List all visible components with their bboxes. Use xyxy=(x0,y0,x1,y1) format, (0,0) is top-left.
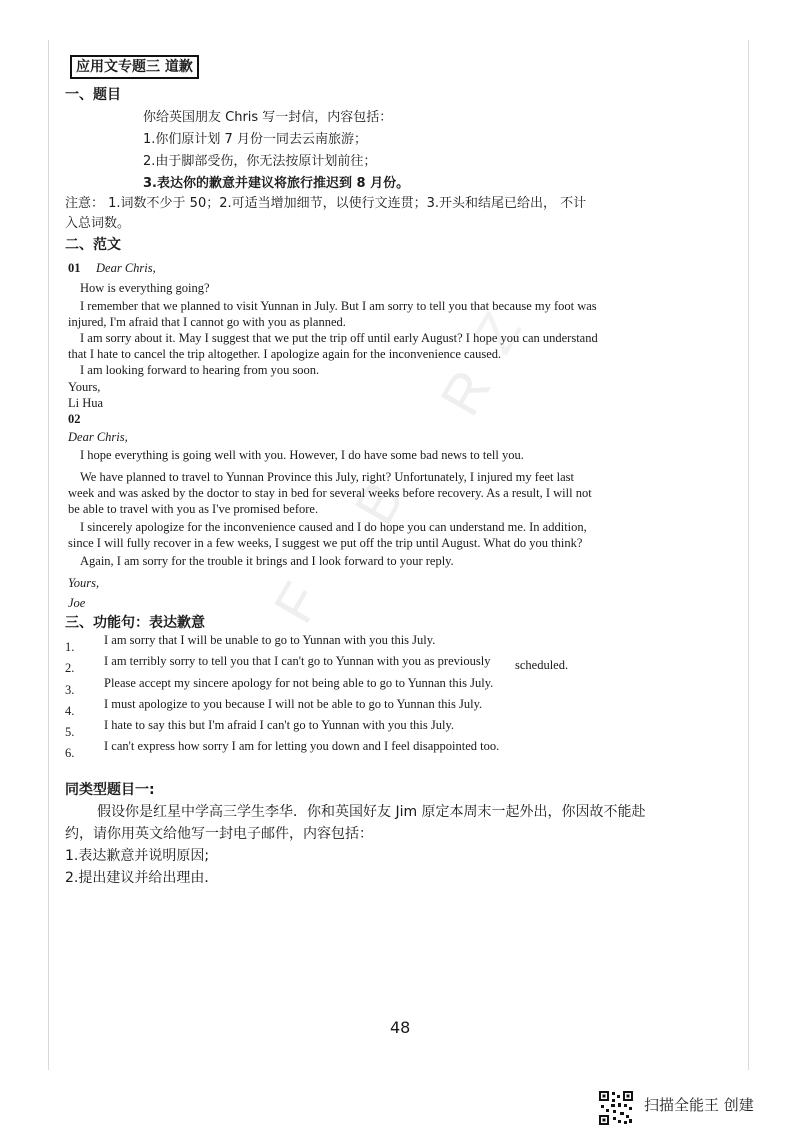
watermark-letter: B xyxy=(342,470,416,535)
page-number: 48 xyxy=(390,1018,411,1037)
sentence-text: I am terribly sorry to tell you that I can't go to Yunnan with you as previously xyxy=(104,654,491,668)
document-title: 应用文专题三 道歉 xyxy=(70,55,199,79)
sample-line: injured, I'm afraid that I cannot go with you as planned. xyxy=(68,315,346,329)
sentence-number: 6. xyxy=(65,746,75,760)
sentence-text-tail: scheduled. xyxy=(515,658,569,672)
sample-line: I am looking forward to hearing from you soon. xyxy=(80,363,320,377)
sentence-number: 3. xyxy=(65,683,75,697)
page-edge-right xyxy=(748,40,749,1070)
sample-line: Again, I am sorry for the trouble it brings and I look forward to your reply. xyxy=(80,554,454,568)
sample-number: 02 xyxy=(68,412,81,426)
similar-task-paragraph: 假设你是红星中学高三学生李华．你和英国好友 Jim 原定本周末一起外出，你因故不能赴 xyxy=(97,804,646,820)
similar-task-paragraph: 约，请你用英文给他写一封电子邮件，内容包括： xyxy=(65,826,373,842)
sentence-text: Please accept my sincere apology for not being able to go to Yunnan this July. xyxy=(104,676,494,690)
topic-point: 2.由于脚部受伤，你无法按原计划前往； xyxy=(143,154,377,169)
sample-greeting: Dear Chris, xyxy=(68,430,128,444)
sample-closing: Yours, xyxy=(68,576,100,590)
topic-note: 注意： 1.词数不少于 50；2.可适当增加细节，以使行文连贯；3.开头和结尾已给出， 不计 xyxy=(65,196,587,211)
sample-line: that I hate to cancel the trip altogether. I apologize again for the inconvenience caused. xyxy=(68,347,502,361)
watermark-letter: Z xyxy=(461,301,533,364)
similar-task-point: 2.提出建议并给出理由． xyxy=(65,870,219,886)
sentence-text: I am sorry that I will be unable to go to Yunnan with you this July. xyxy=(104,633,436,647)
topic-point: 1.你们原计划 7 月份一同去云南旅游； xyxy=(143,132,367,147)
sentence-number: 4. xyxy=(65,704,75,718)
sample-line: I sincerely apologize for the inconvenience caused and I do hope you can understand me. In addition, xyxy=(80,520,587,534)
topic-intro: 你给英国朋友 Chris 写一封信，内容包括： xyxy=(143,110,393,125)
sample-line: I hope everything is going well with you. However, I do have some bad news to tell you. xyxy=(80,448,524,462)
sentence-number: 2. xyxy=(65,661,75,675)
topic-point: 3.表达你的歉意并建议将旅行推迟到 8 月份。 xyxy=(143,176,410,191)
sentence-text: I hate to say this but I'm afraid I can't go to Yunnan with you this July. xyxy=(104,718,455,732)
sample-line: since I will fully recover in a few weeks, I suggest we put off the trip until August. What do you think? xyxy=(68,536,583,550)
sample-line: I am sorry about it. May I suggest that we put the trip off until early August? I hope you can understand xyxy=(80,331,598,345)
sample-line: be able to travel with you as I've promised before. xyxy=(68,502,319,516)
sentence-number: 5. xyxy=(65,725,75,739)
qr-code-icon xyxy=(598,1090,634,1126)
sample-line: How is everything going? xyxy=(80,281,210,295)
page-edge-left xyxy=(48,40,49,1070)
sample-line: week and was asked by the doctor to stay in bed for several weeks before recovery. As a result, I will not xyxy=(68,486,592,500)
sample-signature: Joe xyxy=(68,596,86,610)
sample-line: We have planned to travel to Yunnan Province this July, right? Unfortunately, I injured my feet last xyxy=(80,470,575,484)
section-heading-samples: 二、范文 xyxy=(65,237,121,253)
sample-greeting: Dear Chris, xyxy=(96,261,156,275)
sample-closing: Yours, xyxy=(68,380,101,394)
watermark-letter: F xyxy=(261,571,333,634)
section-heading-topic: 一、题目 xyxy=(65,87,121,103)
section-heading-similar-task: 同类型题目一: xyxy=(65,782,155,798)
sentence-text: I must apologize to you because I will not be able to go to Yunnan this July. xyxy=(104,697,483,711)
scanner-footer-text: 扫描全能王 创建 xyxy=(644,1096,754,1114)
sample-signature: Li Hua xyxy=(68,396,104,410)
sentence-number: 1. xyxy=(65,640,75,654)
watermark-letter: R xyxy=(427,359,503,426)
sample-line: I remember that we planned to visit Yunnan in July. But I am sorry to tell you that because my foot was xyxy=(80,299,597,313)
section-heading-function-sentences: 三、功能句：表达歉意 xyxy=(65,615,205,631)
sentence-text: I can't express how sorry I am for letting you down and I feel disappointed too. xyxy=(104,739,500,753)
similar-task-point: 1.表达歉意并说明原因; xyxy=(65,848,210,864)
sample-number: 01 xyxy=(68,261,81,275)
topic-note: 入总词数。 xyxy=(65,216,131,231)
